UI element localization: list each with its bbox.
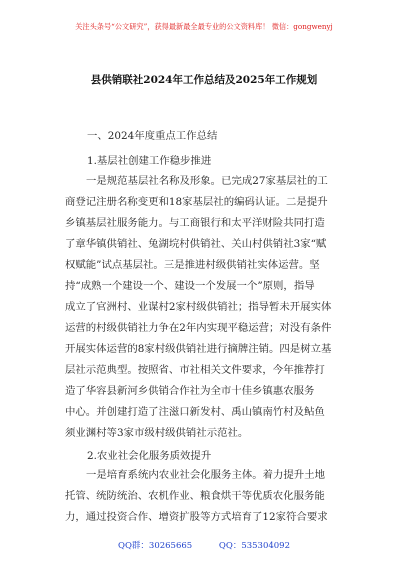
paragraph-line: 托管、统防统治、农机作业、粮食烘干等优质农化服务能: [65, 490, 325, 502]
paragraph-line: 开展实体运营的8家村级供销社进行摘牌注销。四是树立基: [65, 343, 332, 355]
footer-qq-group: QQ群：30265665: [117, 541, 193, 551]
subheading-1: 1.基层社创建工作稳步推进: [87, 155, 212, 167]
header-promo-note: 关注头条号“公文研究”，获得最新最全最专业的公文资料库！ 微信：gongwenyj: [75, 22, 333, 31]
paragraph-line: 成立了官洲村、业谋村2家村级供销社；指导暂未开展实体: [65, 301, 332, 313]
footer-qq: QQ：535304092: [218, 541, 290, 551]
footer-contact: [0, 539, 408, 551]
paragraph-line: 一是规范基层社名称及形象。已完成27家基层社的工: [86, 175, 328, 187]
paragraph-line: 须业渊村等3家市级村级供销社示范社。: [65, 427, 249, 439]
paragraph-line: 力，通过投资合作、增资扩股等方式培育了12家符合要求: [65, 511, 328, 523]
subheading-2: 2.农业社会化服务质效提升: [87, 450, 212, 462]
paragraph-line: 了章华镇供销社、兔湖垸村供销社、关山村供销社3家“赋: [65, 238, 327, 250]
paragraph-line: 中心。并创建打造了注滋口新发村、禹山镇南竹村及鲇鱼: [65, 406, 325, 418]
section-heading-1: 一、2024年度重点工作总结: [87, 130, 218, 142]
paragraph-line: 权赋能”试点基层社。三是推进村级供销社实体运营。坚: [65, 259, 320, 271]
document-title: 县供销联社2024年工作总结及2025年工作规划: [90, 74, 318, 86]
paragraph-line: 层社示范典型。按照省、市社相关文件要求，今年推荐打: [65, 364, 325, 376]
paragraph-line: 乡镇基层社服务能力。与工商银行和太平洋财险共同打造: [65, 217, 325, 229]
paragraph-line: 一是培育系统内农业社会化服务主体。着力提升土地: [86, 469, 325, 481]
paragraph-line: 商登记注册名称变更和18家基层社的编码认证。二是提升: [65, 196, 328, 208]
paragraph-line: 造了华容县新河乡供销合作社为全市十佳乡镇惠农服务: [65, 385, 315, 397]
paragraph-line: 运营的村级供销社力争在2年内实现平稳运营；对没有条件: [65, 322, 332, 334]
paragraph-line: 持“成熟一个建设一个、建设一个发展一个”原则，指导: [65, 280, 315, 292]
